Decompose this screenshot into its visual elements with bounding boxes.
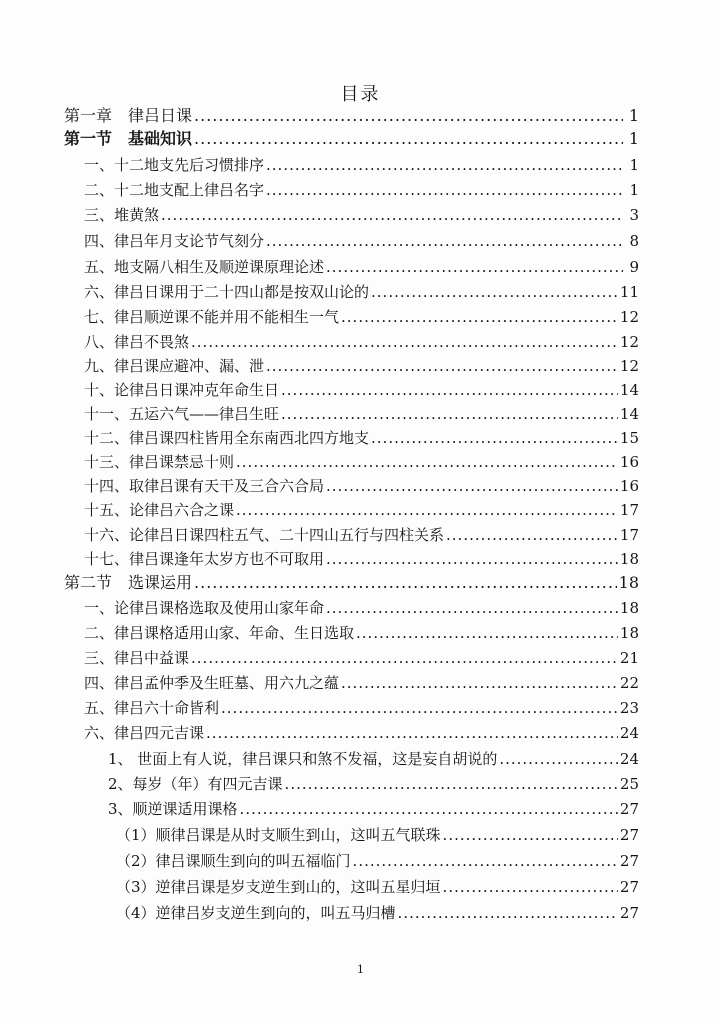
toc-entry-label: 四、律吕年月支论节气刻分 <box>84 232 265 250</box>
toc-entry-page: 27 <box>619 826 639 844</box>
toc-entry[interactable] <box>84 621 639 645</box>
toc-entry-label: 二、律吕课格适用山家、年命、生日选取 <box>84 624 355 642</box>
dot-leader <box>266 153 623 177</box>
toc-entry-page: 17 <box>619 501 639 519</box>
toc-entry-page: 12 <box>619 357 639 375</box>
toc-entry[interactable] <box>84 696 639 720</box>
toc-entry-label: （3）逆律吕课是岁支逆生到山的，这叫五星归垣 <box>116 878 441 896</box>
toc-entry-label: 三、堆黄煞 <box>84 206 160 224</box>
toc-entry[interactable] <box>84 153 639 177</box>
toc-entry[interactable] <box>84 305 639 329</box>
toc-entry-page: 17 <box>619 526 639 544</box>
dot-leader <box>341 671 618 695</box>
toc-entry-page: 11 <box>619 283 639 301</box>
dot-leader <box>266 178 623 202</box>
toc-entry-page: 8 <box>629 232 639 250</box>
toc-entry[interactable] <box>84 402 639 426</box>
toc-entry-chapter-1[interactable] <box>64 104 639 128</box>
dot-leader <box>221 696 618 720</box>
toc-entry[interactable] <box>84 450 639 474</box>
toc-entry[interactable] <box>84 596 639 620</box>
toc-entry[interactable] <box>84 203 639 227</box>
toc-entry[interactable] <box>84 547 639 571</box>
toc-entry-label: 十一、五运六气——律吕生旺 <box>84 405 280 423</box>
toc-entry-page: 23 <box>619 699 639 717</box>
footer-page-number: 1 <box>357 963 364 976</box>
toc-entry-page: 3 <box>629 206 639 224</box>
dot-leader <box>266 354 618 378</box>
dot-leader <box>443 823 618 847</box>
toc-entry[interactable] <box>116 823 639 847</box>
dot-leader <box>236 450 618 474</box>
toc-entry-label: （2）律吕课顺生到向的叫五福临门 <box>116 852 351 870</box>
toc-entry[interactable] <box>84 330 639 354</box>
toc-entry-page: 1 <box>629 156 639 174</box>
toc-entry-label: 十、论律吕日课冲克年命生日 <box>84 381 280 399</box>
page-title: 目录 <box>340 84 381 105</box>
dot-leader <box>191 330 618 354</box>
dot-leader <box>371 280 618 304</box>
toc-entry-page: 24 <box>619 724 639 742</box>
dot-leader <box>206 721 618 745</box>
toc-entry-label: 一、十二地支先后习惯排序 <box>84 156 265 174</box>
toc-entry-page: 27 <box>619 800 639 818</box>
toc-entry[interactable] <box>84 498 639 522</box>
toc-entry-label: 2、每岁（年）有四元吉课 <box>108 775 283 793</box>
toc-entry-label: 八、律吕不畏煞 <box>84 333 190 351</box>
dot-leader <box>398 901 618 925</box>
dot-leader <box>161 203 623 227</box>
dot-leader <box>499 747 618 771</box>
toc-entry-page: 12 <box>619 333 639 351</box>
toc-entry-page: 22 <box>619 674 639 692</box>
toc-entry[interactable] <box>84 721 639 745</box>
toc-entry-page: 15 <box>619 429 639 447</box>
toc-entry-label: 第一节 基础知识 <box>64 129 193 148</box>
dot-leader <box>326 596 618 620</box>
toc-entry-label: 第一章 律吕日课 <box>64 106 193 125</box>
toc-entry-label: 十七、律吕课逢年太岁方也不可取用 <box>84 550 325 568</box>
toc-entry-page: 18 <box>619 599 639 617</box>
dot-leader <box>341 305 618 329</box>
toc-entry-label: 七、律吕顺逆课不能并用不能相生一气 <box>84 308 340 326</box>
toc-entry-label: 十六、论律吕日课四柱五气、二十四山五行与四柱关系 <box>84 526 445 544</box>
toc-entry-section-2[interactable] <box>64 571 639 595</box>
toc-entry[interactable] <box>84 255 639 279</box>
toc-entry[interactable] <box>84 229 639 253</box>
dot-leader <box>194 127 623 151</box>
toc-entry-page: 18 <box>619 550 639 568</box>
dot-leader <box>191 646 618 670</box>
toc-entry-label: 九、律吕课应避冲、漏、泄 <box>84 357 265 375</box>
toc-entry-label: 三、律吕中益课 <box>84 649 190 667</box>
dot-leader <box>353 849 618 873</box>
toc-entry-label: 十五、论律吕六合之课 <box>84 501 235 519</box>
toc-entry-page: 27 <box>619 878 639 896</box>
dot-leader <box>356 621 618 645</box>
toc-entry[interactable] <box>116 849 639 873</box>
toc-entry-label: 四、律吕孟仲季及生旺墓、用六九之蕴 <box>84 674 340 692</box>
toc-entry-page: 1 <box>628 106 639 125</box>
dot-leader <box>281 402 618 426</box>
toc-entry-page: 27 <box>619 852 639 870</box>
toc-entry-page: 24 <box>619 750 639 768</box>
toc-entry[interactable] <box>116 901 639 925</box>
toc-entry-label: 六、律吕四元吉课 <box>84 724 205 742</box>
toc-entry-page: 18 <box>618 573 639 592</box>
toc-entry[interactable] <box>84 523 639 547</box>
toc-entry[interactable] <box>84 426 639 450</box>
dot-leader <box>371 426 618 450</box>
toc-entry[interactable] <box>84 354 639 378</box>
toc-entry[interactable] <box>84 280 639 304</box>
toc-entry-label: 十四、取律吕课有天干及三合六合局 <box>84 477 325 495</box>
toc-entry-label: 十三、律吕课禁忌十则 <box>84 453 235 471</box>
toc-entry-page: 27 <box>619 904 639 922</box>
dot-leader <box>194 571 617 595</box>
toc-entry[interactable] <box>108 747 639 771</box>
toc-entry-page: 1 <box>628 129 639 148</box>
toc-entry[interactable] <box>108 772 639 796</box>
toc-entry-page: 16 <box>619 477 639 495</box>
dot-leader <box>194 104 623 128</box>
toc-entry-page: 12 <box>619 308 639 326</box>
toc-entry-page: 14 <box>619 405 639 423</box>
toc-entry[interactable] <box>84 178 639 202</box>
dot-leader <box>446 523 618 547</box>
dot-leader <box>326 474 618 498</box>
dot-leader <box>443 875 618 899</box>
toc-entry-label: 第二节 选课运用 <box>64 573 193 592</box>
toc-entry-page: 9 <box>629 258 639 276</box>
dot-leader <box>266 229 623 253</box>
dot-leader <box>236 498 618 522</box>
dot-leader <box>285 772 618 796</box>
toc-entry-page: 21 <box>619 649 639 667</box>
toc-entry-label: （4）逆律吕岁支逆生到向的，叫五马归槽 <box>116 904 396 922</box>
dot-leader <box>326 255 623 279</box>
toc-entry-label: 二、十二地支配上律吕名字 <box>84 181 265 199</box>
toc-entry-label: （1）顺律吕课是从时支顺生到山，这叫五气联珠 <box>116 826 441 844</box>
toc-entry-label: 3、顺逆课适用课格 <box>108 800 238 818</box>
toc-entry-label: 六、律吕日课用于二十四山都是按双山论的 <box>84 283 370 301</box>
toc-entry-page: 1 <box>629 181 639 199</box>
toc-entry-page: 18 <box>619 624 639 642</box>
toc-entry-label: 五、地支隔八相生及顺逆课原理论述 <box>84 258 325 276</box>
dot-leader <box>326 547 618 571</box>
toc-entry-section-1[interactable] <box>64 127 639 151</box>
dot-leader <box>240 797 618 821</box>
toc-entry[interactable] <box>84 646 639 670</box>
toc-entry-page: 16 <box>619 453 639 471</box>
toc-entry-label: 一、论律吕课格选取及使用山家年命 <box>84 599 325 617</box>
toc-entry-label: 十二、律吕课四柱皆用全东南西北四方地支 <box>84 429 370 447</box>
toc-entry-label: 1、 世面上有人说，律吕课只和煞不发福，这是妄自胡说的 <box>108 750 498 768</box>
toc-entry[interactable] <box>84 671 639 695</box>
dot-leader <box>281 378 618 402</box>
toc-entry[interactable] <box>84 474 639 498</box>
toc-entry-page: 14 <box>619 381 639 399</box>
toc-entry[interactable] <box>116 875 639 899</box>
toc-entry[interactable] <box>108 797 639 821</box>
toc-entry-page: 25 <box>619 775 639 793</box>
toc-entry[interactable] <box>84 378 639 402</box>
toc-entry-label: 五、律吕六十命皆利 <box>84 699 220 717</box>
